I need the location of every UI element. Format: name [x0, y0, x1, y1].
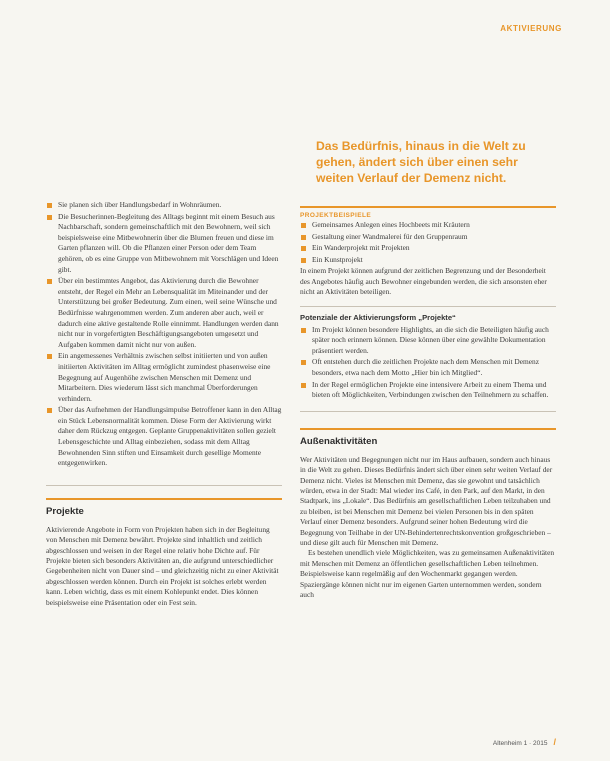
- box-rule: [300, 206, 556, 208]
- left-column: [46, 200, 282, 608]
- list-item: In der Regel ermöglichen Projekte eine intensivere Arbeit zu einem Thema und bieten oft Möglichkeiten, Verbindungen zwischen den Teilnehmern zu schaffen.: [300, 380, 556, 401]
- list-item: Die Besucherinnen-Begleitung des Alltags beginnt mit einem Besuch aus Nachbarschaft, sondern gemeinschaftlich mit den Bewohnern, weil sich beispielsweise eine Mitbewohnerin über die Blumen freuen und diese im Garten pflanzen will. Ob die Pflanzen einer Person oder dem Team gehören, ob es eine Gruppe von Mitbewohnern mit Vorschlägen und Ideen gibt.: [46, 212, 282, 276]
- footer-text: Altenheim 1 · 2015: [492, 740, 548, 747]
- examples-list: [300, 220, 556, 265]
- examples-paragraph: In einem Projekt können aufgrund der zeitlichen Begrenzung und der Besonderheit des Angebotes häufig auch Bewohner eingebunden werden, die sich ansonsten eher nicht an Aktivitäten beteiligen.: [300, 266, 547, 297]
- list-item: Gestaltung einer Wandmalerei für den Gruppenraum: [300, 232, 556, 243]
- pull-quote-line: Das Bedürfnis, hinaus in die Welt zu: [316, 139, 526, 153]
- section-rule: [300, 428, 556, 430]
- divider: [300, 306, 556, 307]
- potentials-heading: Potenziale der Aktivierungsform „Projekte“: [300, 312, 456, 322]
- potentials-list: [300, 325, 556, 401]
- section-heading: Außenaktivitäten: [300, 435, 378, 447]
- section-rule: [46, 498, 282, 500]
- outdoor-paragraph: Wer Aktivitäten und Begegnungen nicht nur im Haus aufbauen, sondern auch hinaus in die Welt zu gehen. Dieses Bedürfnis ändert sich über einen sehr weiten Verlauf der Demenz nicht. Vieles ist Menschen mit Demenz, das sie gewohnt und tatsächlich würden, etwa in der Stadt: Mal wieder ins Café, in den Park, auf den Markt, in den Stadtpark, ins „Lokale“. Das Bedürfnis am gesellschaftlichen Leben teilzuhaben und zu bleiben, ist bei Menschen mit Demenz bei vielen Personen bis in den späten Verlauf einer Demenz besonders. Aufgrund seiner hohen Bedeutung wird die Begegnung von Teilhabe in der UN-Behindertenrechtskonvention großgeschrieben – und diese gilt auch für Menschen mit Demenz.: [300, 454, 553, 547]
- list-item: Über das Aufnehmen der Handlungsimpulse Betroffener kann in den Alltag ein Stück Lebensnormalität kommen. Diese Form der Aktivierung wirkt daher dem Rückzug entgegen. Geplante Gruppenaktivitäten sollen gezielt Lebensgeschichte und Alltag einbeziehen, sodass mit dem Alltag Bewohnenden Sinn stiften und Einsamkeit durch gesellige Momente entgegenwirken.: [46, 405, 282, 469]
- list-item: Im Projekt können besondere Highlights, an die sich die Beteiligten häufig auch später noch erinnern können. Diese können über eine gewählte Dokumentation präsentiert werden.: [300, 325, 556, 357]
- pull-quote: [316, 138, 556, 186]
- list-item: Sie planen sich über Handlungsbedarf in Wohnräumen.: [46, 200, 282, 211]
- outdoor-paragraph: Es bestehen unendlich viele Möglichkeiten, was zu gemeinsamen Außenaktivitäten mit Menschen mit Demenz an öffentlichen gesellschaftlichen Leben teilnehmen. Beispielsweise kann regelmäßig auf den Wochenmarkt gegangen werden. Spaziergänge können nicht nur im eigenen Garten unternommen werden, sondern auch: [300, 548, 555, 600]
- list-item: Ein Wanderprojekt mit Projekten: [300, 243, 556, 254]
- list-item: Oft entstehen durch die zeitlichen Projekte nach dem Menschen mit Demenz besonders, etwa nach dem Motto „Hier bin ich Mitglied“.: [300, 357, 556, 378]
- list-item: Gemeinsames Anlegen eines Hochbeets mit Kräutern: [300, 220, 556, 231]
- section-heading: Projekte: [46, 505, 84, 517]
- page-footer: [493, 737, 556, 747]
- list-item: Ein Kunstprojekt: [300, 255, 556, 266]
- pull-quote-line: weiten Verlauf der Demenz nicht.: [316, 171, 507, 185]
- examples-kicker: PROJEKTBEISPIELE: [300, 212, 372, 219]
- projects-paragraph: Aktivierende Angebote in Form von Projekten haben sich in der Begleitung von Menschen mit Demenz bewährt. Projekte sind inhaltlich und zeitlich abgeschlossen und weisen in der Regel eine relativ hohe Dichte auf. Für Projekte bieten sich besonders Aktivitäten an, die aufgrund unterschiedlicher Gegebenheiten nicht von Dauer sind – und gleichzeitig nicht zu einer Aktivität abgeschlossen werden können. Durch ein Projekt ist solches erlebt werden kann. Leben wichtig, dass es mit einem Kohlepunkt endet. Dies können beispielsweise eine Präsentation oder ein Fest sein.: [46, 524, 279, 607]
- footer-slash: /: [553, 737, 556, 747]
- right-column: [300, 206, 556, 600]
- list-item: Ein angemessenes Verhältnis zwischen selbst initiierten und von außen initiierten Aktivitäten im Alltag ermöglicht zumindest phasenweise eine Begegnung auf Augenhöhe zwischen Menschen mit Demenz und Mitarbeitern. Dies wiederum lässt sich manchmal Überforderungen verhindern.: [46, 351, 282, 404]
- bullet-list: [46, 200, 282, 469]
- pull-quote-line: gehen, ändert sich über einen sehr: [316, 155, 518, 169]
- list-item: Über ein bestimmtes Angebot, das Aktivierung durch die Bewohner entsteht, der Regel ein Mehr an Lebensqualität im Miteinander und der Unterstützung bei großer Bedeutung. Zum einen, weil seine Wünsche und Bedürfnisse wahrgenommen werden. Zum anderen aber auch, weil er dadurch eine aktive gestaltende Rolle einnimmt. Handlungen werden dann nicht nur in vorgefertigten Beschäftigungsangeboten umgesetzt und Aufgaben kommen damit nicht nur von außen.: [46, 276, 282, 350]
- section-tag: AKTIVIERUNG: [500, 24, 562, 33]
